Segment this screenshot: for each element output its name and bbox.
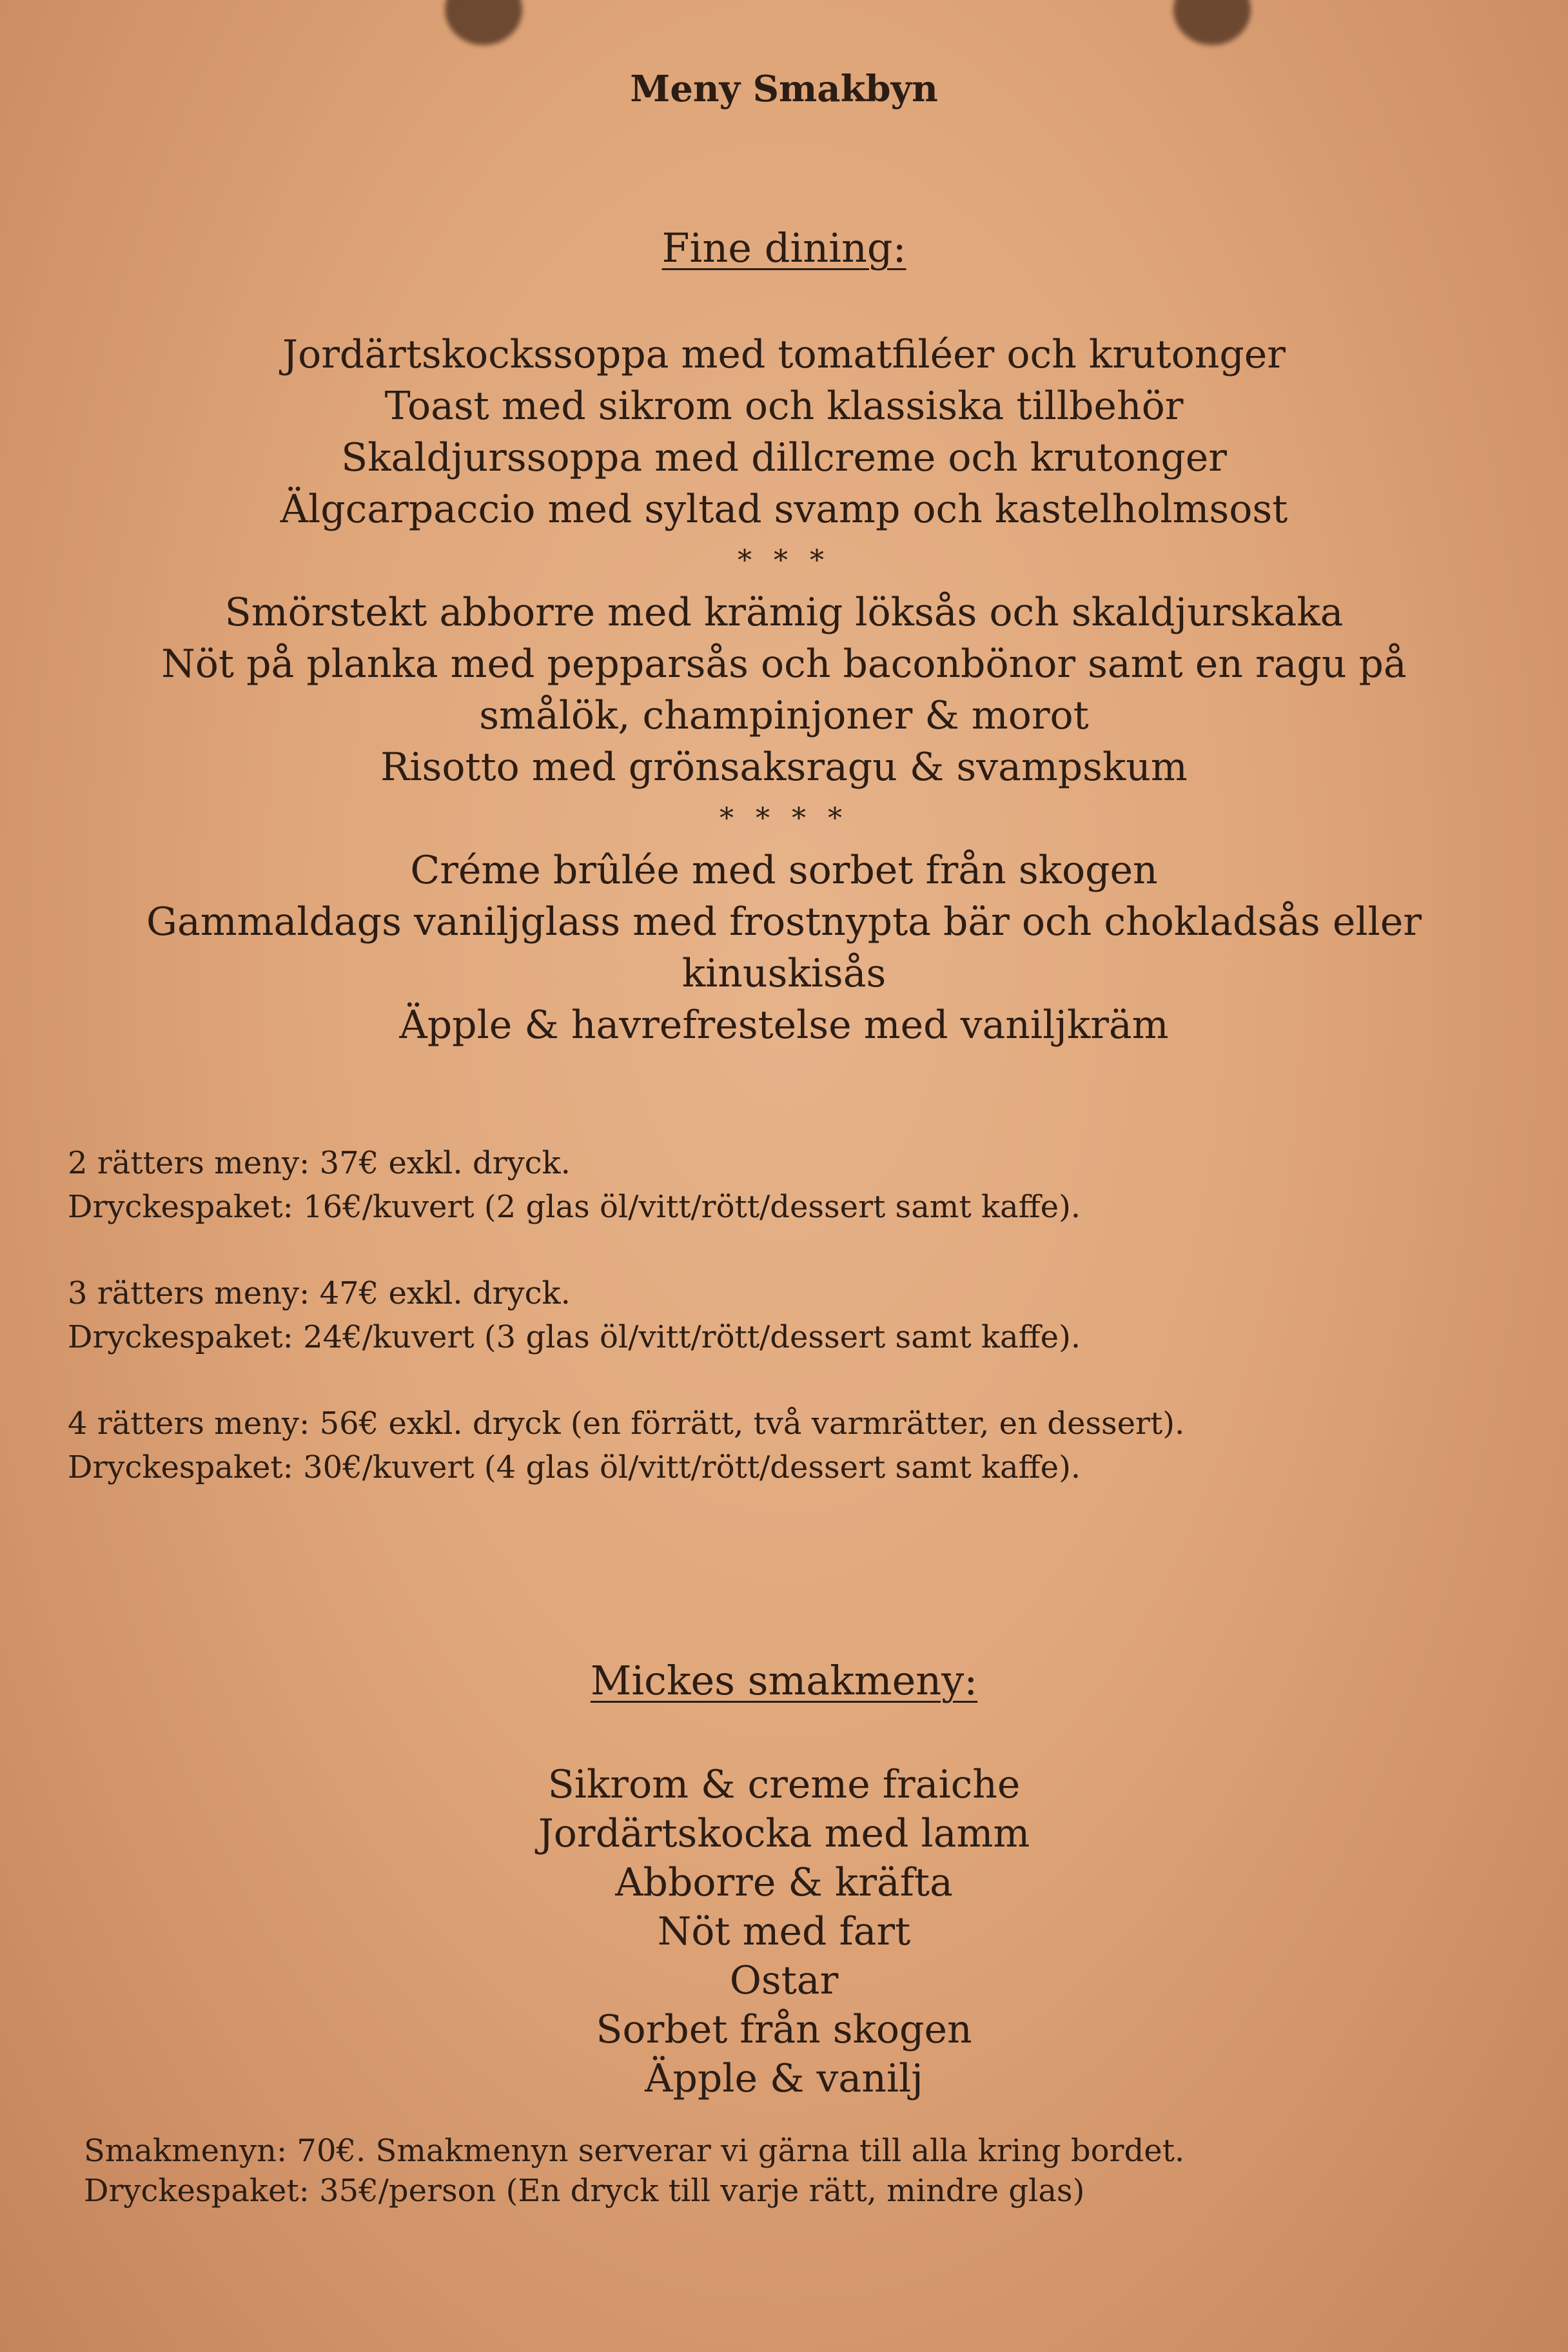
tasting-item: Nöt med fart — [657, 1909, 911, 1954]
menu-title: Meny Smakbyn — [630, 68, 938, 110]
course-separator: * * * — [738, 544, 830, 577]
tasting-item: Ostar — [729, 1958, 839, 2003]
tasting-menu-heading: Mickes smakmeny: — [590, 1657, 978, 1704]
menu-price: 4 rätters meny: 56€ exkl. dryck (en förrätt, två varmrätter, en dessert). — [68, 1406, 1185, 1442]
menu-price: 2 rätters meny: 37€ exkl. dryck. — [68, 1145, 571, 1181]
tasting-price-note: Smakmenyn: 70€. Smakmenyn serverar vi gärna till alla kring bordet. — [84, 2133, 1185, 2169]
main-item: Nöt på planka med pepparsås och baconbönor samt en ragu på — [161, 642, 1407, 687]
price-block — [68, 1141, 1518, 1229]
tasting-item: Äpple & vanilj — [645, 2056, 923, 2101]
tasting-item: Abborre & kräfta — [615, 1860, 953, 1905]
tasting-item: Jordärtskocka med lamm — [538, 1811, 1030, 1856]
fine-dining-dish-list — [64, 329, 1504, 1051]
drinks-package-price: Dryckespaket: 30€/kuvert (4 glas öl/vitt/rött/dessert samt kaffe). — [68, 1449, 1081, 1485]
tasting-menu-list — [0, 1760, 1568, 2103]
tasting-drinks-note: Dryckespaket: 35€/person (En dryck till varje rätt, mindre glas) — [84, 2173, 1085, 2209]
starter-item: Skaldjurssoppa med dillcreme och krutonger — [341, 435, 1227, 480]
course-separator: * * * * — [720, 802, 848, 835]
starter-item: Älgcarpaccio med syltad svamp och kastelholmsost — [280, 487, 1288, 532]
dessert-item: Créme brûlée med sorbet från skogen — [410, 848, 1158, 893]
main-item: smålök, champinjoner & morot — [479, 693, 1089, 738]
dessert-item: Gammaldags vaniljglass med frostnypta bär och chokladsås eller — [146, 899, 1422, 945]
tasting-menu-notes — [84, 2131, 1502, 2211]
menu-price: 3 rätters meny: 47€ exkl. dryck. — [68, 1275, 571, 1311]
starter-item: Jordärtskockssoppa med tomatfiléer och krutonger — [282, 332, 1286, 377]
tasting-item: Sikrom & creme fraiche — [547, 1762, 1021, 1807]
drinks-package-price: Dryckespaket: 24€/kuvert (3 glas öl/vitt/rött/dessert samt kaffe). — [68, 1319, 1081, 1355]
dessert-item: Äpple & havrefrestelse med vaniljkräm — [399, 1003, 1169, 1048]
price-block — [68, 1271, 1518, 1359]
starter-item: Toast med sikrom och klassiska tillbehör — [384, 384, 1184, 429]
drinks-package-price: Dryckespaket: 16€/kuvert (2 glas öl/vitt/rött/dessert samt kaffe). — [68, 1189, 1081, 1225]
price-block — [68, 1402, 1518, 1489]
main-item: Risotto med grönsaksragu & svampskum — [380, 745, 1188, 790]
main-item: Smörstekt abborre med krämig löksås och skaldjurskaka — [224, 590, 1344, 635]
price-list — [68, 1141, 1518, 1532]
tasting-item: Sorbet från skogen — [596, 2007, 972, 2052]
fine-dining-heading: Fine dining: — [662, 224, 906, 271]
dessert-item: kinuskisås — [681, 951, 887, 996]
